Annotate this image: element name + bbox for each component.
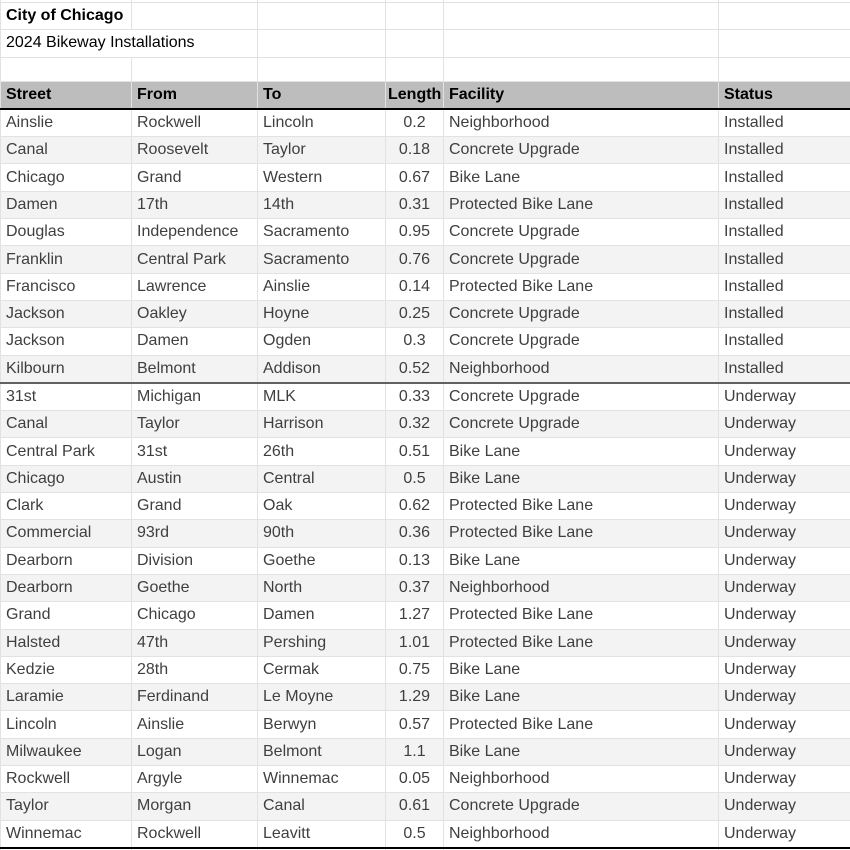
cell-status[interactable]: Installed xyxy=(719,137,850,164)
cell-from[interactable]: Morgan xyxy=(132,793,258,820)
cell-length[interactable]: 0.14 xyxy=(386,273,444,300)
cell-to[interactable]: Ainslie xyxy=(258,273,386,300)
column-header-from[interactable]: From xyxy=(132,81,258,109)
cell-status[interactable]: Underway xyxy=(719,383,850,411)
cell-street[interactable]: Dearborn xyxy=(1,574,132,601)
cell-from[interactable]: Ainslie xyxy=(132,711,258,738)
cell-street[interactable]: Lincoln xyxy=(1,711,132,738)
empty-cell[interactable] xyxy=(719,30,850,57)
cell-facility[interactable]: Protected Bike Lane xyxy=(444,273,719,300)
cell-to[interactable]: Le Moyne xyxy=(258,684,386,711)
table-row xyxy=(1,164,850,191)
cell-status[interactable]: Underway xyxy=(719,520,850,547)
cell-status[interactable]: Underway xyxy=(719,738,850,765)
cell-length[interactable]: 1.1 xyxy=(386,738,444,765)
column-header-facility[interactable]: Facility xyxy=(444,81,719,109)
cell-length[interactable]: 0.67 xyxy=(386,164,444,191)
cell-length[interactable]: 0.5 xyxy=(386,465,444,492)
cell-street[interactable]: Jackson xyxy=(1,328,132,355)
cell-status[interactable]: Installed xyxy=(719,355,850,383)
cell-street[interactable]: Douglas xyxy=(1,219,132,246)
cell-length[interactable]: 1.27 xyxy=(386,602,444,629)
cell-from[interactable]: 17th xyxy=(132,191,258,218)
table-row xyxy=(1,820,850,848)
cell-status[interactable]: Installed xyxy=(719,219,850,246)
cell-street[interactable]: Laramie xyxy=(1,684,132,711)
cell-to[interactable]: Hoyne xyxy=(258,300,386,327)
cell-facility[interactable]: Protected Bike Lane xyxy=(444,191,719,218)
cell-status[interactable]: Underway xyxy=(719,684,850,711)
cell-street[interactable]: Canal xyxy=(1,137,132,164)
table-row xyxy=(1,465,850,492)
cell-facility[interactable]: Neighborhood xyxy=(444,820,719,848)
cell-from[interactable]: Central Park xyxy=(132,246,258,273)
cell-facility[interactable]: Protected Bike Lane xyxy=(444,711,719,738)
cell-to[interactable]: Central xyxy=(258,465,386,492)
cell-from[interactable]: Ferdinand xyxy=(132,684,258,711)
empty-cell[interactable] xyxy=(444,3,719,30)
cell-facility[interactable]: Protected Bike Lane xyxy=(444,520,719,547)
cell-facility[interactable]: Bike Lane xyxy=(444,684,719,711)
table-row xyxy=(1,328,850,355)
cell-status[interactable]: Underway xyxy=(719,465,850,492)
table-row xyxy=(1,246,850,273)
column-header-street[interactable]: Street xyxy=(1,81,132,109)
cell-from[interactable]: Lawrence xyxy=(132,273,258,300)
cell-status[interactable]: Underway xyxy=(719,656,850,683)
cell-street[interactable]: Canal xyxy=(1,411,132,438)
cell-facility[interactable]: Concrete Upgrade xyxy=(444,300,719,327)
cell-from[interactable]: Chicago xyxy=(132,602,258,629)
cell-length[interactable]: 0.05 xyxy=(386,766,444,793)
cell-status[interactable]: Underway xyxy=(719,493,850,520)
cell-to[interactable]: Berwyn xyxy=(258,711,386,738)
table-row xyxy=(1,547,850,574)
spacer-row xyxy=(1,57,850,81)
cell-status[interactable]: Underway xyxy=(719,711,850,738)
cell-length[interactable]: 0.25 xyxy=(386,300,444,327)
cell-from[interactable]: Austin xyxy=(132,465,258,492)
cell-status[interactable]: Installed xyxy=(719,328,850,355)
empty-cell[interactable] xyxy=(1,57,132,81)
cell-length[interactable]: 0.75 xyxy=(386,656,444,683)
cell-from[interactable]: Damen xyxy=(132,328,258,355)
cell-to[interactable]: Oak xyxy=(258,493,386,520)
cell-street[interactable]: Rockwell xyxy=(1,766,132,793)
cell-length[interactable]: 0.32 xyxy=(386,411,444,438)
cell-facility[interactable]: Concrete Upgrade xyxy=(444,246,719,273)
cell-street[interactable]: Dearborn xyxy=(1,547,132,574)
cell-facility[interactable]: Concrete Upgrade xyxy=(444,328,719,355)
cell-from[interactable]: Belmont xyxy=(132,355,258,383)
table-row xyxy=(1,602,850,629)
cell-from[interactable]: Grand xyxy=(132,164,258,191)
cell-street[interactable]: Chicago xyxy=(1,164,132,191)
cell-facility[interactable]: Bike Lane xyxy=(444,547,719,574)
cell-length[interactable]: 0.36 xyxy=(386,520,444,547)
cell-street[interactable]: Milwaukee xyxy=(1,738,132,765)
cell-to[interactable]: Pershing xyxy=(258,629,386,656)
cell-length[interactable]: 0.2 xyxy=(386,109,444,137)
cell-from[interactable]: Independence xyxy=(132,219,258,246)
table-row xyxy=(1,355,850,383)
empty-cell[interactable] xyxy=(258,3,386,30)
cell-from[interactable]: Argyle xyxy=(132,766,258,793)
cell-street[interactable]: Jackson xyxy=(1,300,132,327)
cell-to[interactable]: Leavitt xyxy=(258,820,386,848)
cell-facility[interactable]: Concrete Upgrade xyxy=(444,137,719,164)
cell-from[interactable]: Michigan xyxy=(132,383,258,411)
cell-length[interactable]: 0.61 xyxy=(386,793,444,820)
empty-cell[interactable] xyxy=(719,57,850,81)
cell-from[interactable]: 47th xyxy=(132,629,258,656)
empty-cell[interactable] xyxy=(386,57,444,81)
cell-facility[interactable]: Bike Lane xyxy=(444,438,719,465)
cell-street[interactable]: Damen xyxy=(1,191,132,218)
table-row xyxy=(1,438,850,465)
table-row xyxy=(1,793,850,820)
cell-facility[interactable]: Bike Lane xyxy=(444,164,719,191)
cell-to[interactable]: North xyxy=(258,574,386,601)
empty-cell[interactable] xyxy=(132,3,258,30)
cell-street[interactable]: Taylor xyxy=(1,793,132,820)
cell-facility[interactable]: Concrete Upgrade xyxy=(444,793,719,820)
column-header-length[interactable]: Length xyxy=(386,81,444,109)
empty-cell[interactable] xyxy=(386,3,444,30)
cell-to[interactable]: Cermak xyxy=(258,656,386,683)
cell-to[interactable]: 14th xyxy=(258,191,386,218)
cell-to[interactable]: Western xyxy=(258,164,386,191)
table-row xyxy=(1,191,850,218)
table-row xyxy=(1,656,850,683)
cell-from[interactable]: Division xyxy=(132,547,258,574)
cell-length[interactable]: 0.57 xyxy=(386,711,444,738)
table-row xyxy=(1,520,850,547)
empty-cell[interactable] xyxy=(386,30,444,57)
cell-street[interactable]: Kedzie xyxy=(1,656,132,683)
column-header-to[interactable]: To xyxy=(258,81,386,109)
cell-length[interactable]: 0.76 xyxy=(386,246,444,273)
cell-from[interactable]: Logan xyxy=(132,738,258,765)
cell-facility[interactable]: Concrete Upgrade xyxy=(444,411,719,438)
cell-street[interactable]: Winnemac xyxy=(1,820,132,848)
cell-to[interactable]: MLK xyxy=(258,383,386,411)
cell-length[interactable]: 0.31 xyxy=(386,191,444,218)
column-header-status[interactable]: Status xyxy=(719,81,850,109)
subtitle-row xyxy=(1,30,850,57)
cell-from[interactable]: Goethe xyxy=(132,574,258,601)
cell-length[interactable]: 0.18 xyxy=(386,137,444,164)
cell-street[interactable]: Francisco xyxy=(1,273,132,300)
cell-facility[interactable]: Bike Lane xyxy=(444,465,719,492)
empty-cell[interactable] xyxy=(132,57,258,81)
cell-street[interactable]: Chicago xyxy=(1,465,132,492)
table-row xyxy=(1,411,850,438)
cell-status[interactable]: Underway xyxy=(719,766,850,793)
cell-status[interactable]: Underway xyxy=(719,820,850,848)
cell-street[interactable]: 31st xyxy=(1,383,132,411)
cell-to[interactable]: Belmont xyxy=(258,738,386,765)
cell-from[interactable]: 93rd xyxy=(132,520,258,547)
cell-status[interactable]: Installed xyxy=(719,300,850,327)
cell-to[interactable]: Ogden xyxy=(258,328,386,355)
cell-status[interactable]: Installed xyxy=(719,191,850,218)
table-row xyxy=(1,109,850,137)
table-row xyxy=(1,493,850,520)
cell-street[interactable]: Commercial xyxy=(1,520,132,547)
cell-length[interactable]: 0.51 xyxy=(386,438,444,465)
cell-from[interactable]: Grand xyxy=(132,493,258,520)
cell-to[interactable]: Winnemac xyxy=(258,766,386,793)
empty-cell[interactable] xyxy=(444,30,719,57)
cell-status[interactable]: Underway xyxy=(719,547,850,574)
table-row xyxy=(1,629,850,656)
cell-length[interactable]: 0.3 xyxy=(386,328,444,355)
cell-status[interactable]: Underway xyxy=(719,574,850,601)
table-row xyxy=(1,766,850,793)
cell-facility[interactable]: Bike Lane xyxy=(444,738,719,765)
empty-cell[interactable] xyxy=(258,57,386,81)
cell-from[interactable]: Rockwell xyxy=(132,820,258,848)
cell-street[interactable]: Central Park xyxy=(1,438,132,465)
table-row xyxy=(1,684,850,711)
data-rows xyxy=(1,109,850,848)
table-row xyxy=(1,383,850,411)
top-section xyxy=(1,0,850,109)
cell-facility[interactable]: Concrete Upgrade xyxy=(444,219,719,246)
cell-street[interactable]: Franklin xyxy=(1,246,132,273)
cell-street[interactable]: Halsted xyxy=(1,629,132,656)
title-row xyxy=(1,3,850,30)
cell-from[interactable]: 31st xyxy=(132,438,258,465)
cell-to[interactable]: 26th xyxy=(258,438,386,465)
cell-status[interactable]: Installed xyxy=(719,246,850,273)
header-row xyxy=(1,81,850,109)
cell-facility[interactable]: Neighborhood xyxy=(444,355,719,383)
cell-status[interactable]: Underway xyxy=(719,438,850,465)
empty-cell[interactable] xyxy=(444,57,719,81)
cell-length[interactable]: 0.13 xyxy=(386,547,444,574)
cell-facility[interactable]: Bike Lane xyxy=(444,656,719,683)
cell-facility[interactable]: Protected Bike Lane xyxy=(444,493,719,520)
table-row xyxy=(1,273,850,300)
cell-to[interactable]: 90th xyxy=(258,520,386,547)
cell-to[interactable]: Lincoln xyxy=(258,109,386,137)
cell-street[interactable]: Kilbourn xyxy=(1,355,132,383)
cell-to[interactable]: Goethe xyxy=(258,547,386,574)
cell-from[interactable]: Oakley xyxy=(132,300,258,327)
cell-status[interactable]: Underway xyxy=(719,793,850,820)
cell-to[interactable]: Canal xyxy=(258,793,386,820)
cell-status[interactable]: Underway xyxy=(719,629,850,656)
cell-to[interactable]: Taylor xyxy=(258,137,386,164)
cell-facility[interactable]: Neighborhood xyxy=(444,109,719,137)
cell-street[interactable]: Ainslie xyxy=(1,109,132,137)
cell-status[interactable]: Installed xyxy=(719,109,850,137)
table-row xyxy=(1,300,850,327)
cell-to[interactable]: Damen xyxy=(258,602,386,629)
table-row xyxy=(1,219,850,246)
cell-facility[interactable]: Protected Bike Lane xyxy=(444,629,719,656)
cell-status[interactable]: Installed xyxy=(719,273,850,300)
cell-length[interactable]: 0.62 xyxy=(386,493,444,520)
cell-length[interactable]: 0.37 xyxy=(386,574,444,601)
table-row xyxy=(1,738,850,765)
cell-from[interactable]: Taylor xyxy=(132,411,258,438)
cell-from[interactable]: 28th xyxy=(132,656,258,683)
table-row xyxy=(1,711,850,738)
cell-from[interactable]: Rockwell xyxy=(132,109,258,137)
cell-street[interactable]: Clark xyxy=(1,493,132,520)
table-row xyxy=(1,574,850,601)
sheet-subtitle[interactable]: 2024 Bikeway Installations xyxy=(1,30,258,57)
cell-to[interactable]: Sacramento xyxy=(258,246,386,273)
cell-from[interactable]: Roosevelt xyxy=(132,137,258,164)
cell-street[interactable]: Grand xyxy=(1,602,132,629)
cell-facility[interactable]: Protected Bike Lane xyxy=(444,602,719,629)
cell-status[interactable]: Underway xyxy=(719,602,850,629)
sheet-title[interactable]: City of Chicago xyxy=(1,3,132,30)
cell-status[interactable]: Installed xyxy=(719,164,850,191)
empty-cell[interactable] xyxy=(258,30,386,57)
cell-length[interactable]: 0.5 xyxy=(386,820,444,848)
cell-length[interactable]: 1.01 xyxy=(386,629,444,656)
cell-length[interactable]: 1.29 xyxy=(386,684,444,711)
cell-facility[interactable]: Concrete Upgrade xyxy=(444,383,719,411)
cell-length[interactable]: 0.95 xyxy=(386,219,444,246)
cell-to[interactable]: Sacramento xyxy=(258,219,386,246)
cell-length[interactable]: 0.52 xyxy=(386,355,444,383)
cell-to[interactable]: Harrison xyxy=(258,411,386,438)
empty-cell[interactable] xyxy=(719,3,850,30)
table-row xyxy=(1,137,850,164)
cell-to[interactable]: Addison xyxy=(258,355,386,383)
cell-length[interactable]: 0.33 xyxy=(386,383,444,411)
cell-facility[interactable]: Neighborhood xyxy=(444,574,719,601)
cell-facility[interactable]: Neighborhood xyxy=(444,766,719,793)
cell-status[interactable]: Underway xyxy=(719,411,850,438)
